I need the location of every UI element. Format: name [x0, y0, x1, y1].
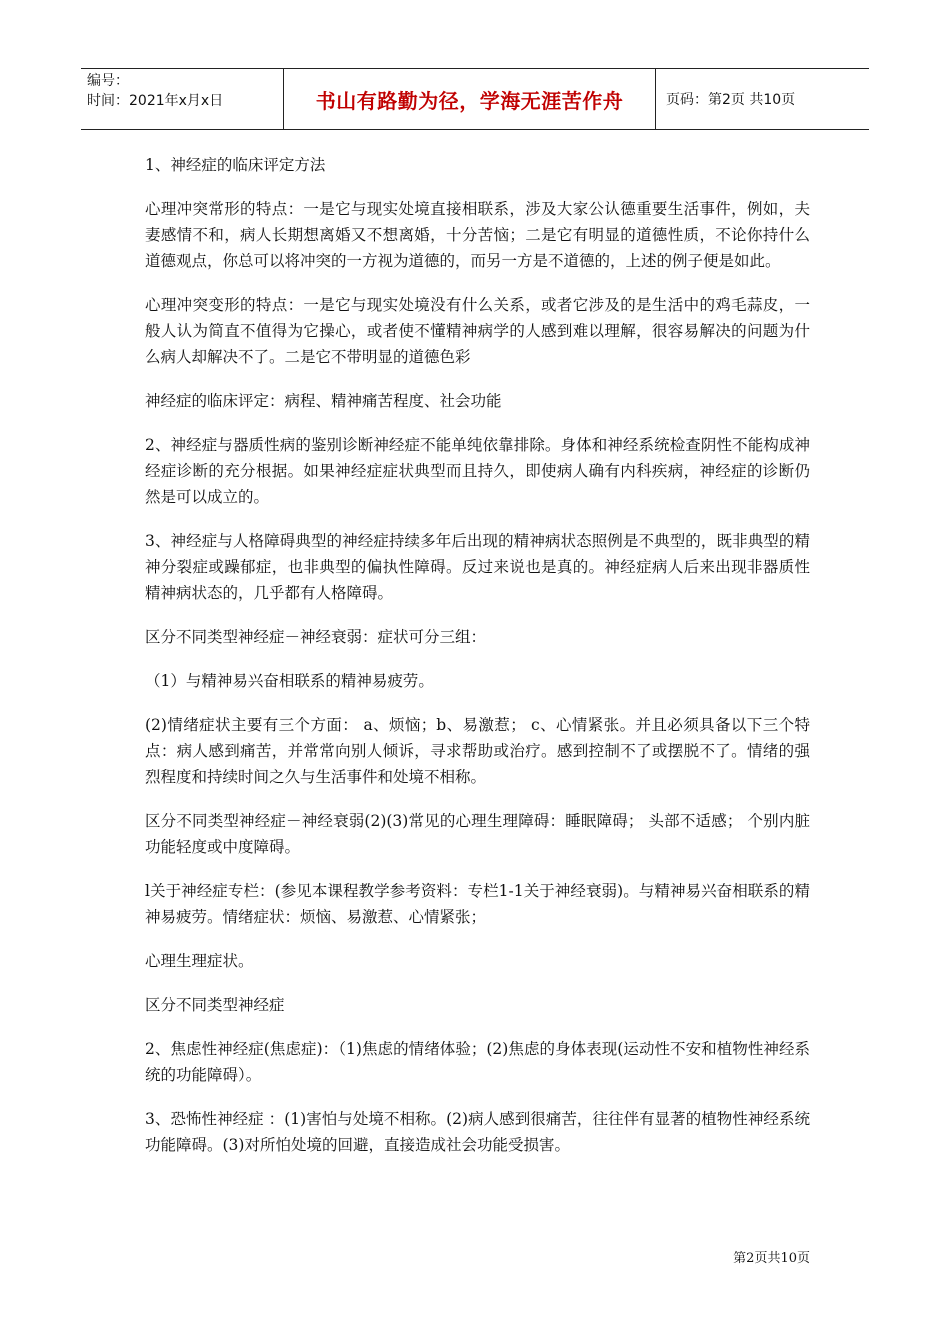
paragraph: l关于神经症专栏：(参见本课程教学参考资料：专栏1-1关于神经衰弱)。与精神易兴奋相联系的精神易疲劳。情绪症状：烦恼、易激惹、心情紧张；	[145, 882, 810, 926]
paragraph: 心理生理症状。	[145, 952, 254, 970]
number-label: 编号：	[87, 73, 129, 89]
page-header	[81, 68, 869, 130]
time-line: 时间：2021年x月x日	[87, 93, 224, 109]
paragraph: 3、恐怖性神经症 ：(1)害怕与处境不相称。(2)病人感到很痛苦，往往伴有显著的植物性神经系统功能障碍。(3)对所怕处境的回避，直接造成社会功能受损害。	[145, 1110, 810, 1154]
paragraph: 2、神经症与器质性病的鉴别诊断神经症不能单纯依靠排除。身体和神经系统检查阴性不能构成神经症诊断的充分根据。如果神经症症状典型而且持久，即使病人确有内科疾病，神经症的诊断仍然是可以成立的。	[145, 436, 810, 506]
header-motto: 书山有路勤为径，学海无涯苦作舟	[284, 69, 656, 129]
paragraph: (2)情绪症状主要有三个方面： a、烦恼；b、易激惹； c、心情紧张。并且必须具备以下三个特点：病人感到痛苦，并常常向别人倾诉，寻求帮助或治疗。感到控制不了或摆脱不了。情绪的强烈程度和持续时间之久与生活事件和处境不相称。	[145, 716, 810, 786]
paragraph: 区分不同类型神经症－神经衰弱：症状可分三组：	[145, 628, 487, 646]
header-page-info: 页码：第2页 共10页	[666, 92, 796, 108]
document-body	[145, 152, 810, 1176]
paragraph: （1）与精神易兴奋相联系的精神易疲劳。	[145, 672, 434, 690]
paragraph: 1、神经症的临床评定方法	[145, 156, 326, 174]
page-footer: 第2页共10页	[733, 1251, 810, 1266]
header-meta	[81, 69, 284, 129]
paragraph: 神经症的临床评定：病程、精神痛苦程度、社会功能	[145, 392, 502, 410]
paragraph: 2、焦虑性神经症(焦虑症)：（1)焦虑的情绪体验；(2)焦虑的身体表现(运动性不安和植物性神经系统的功能障碍）。	[145, 1040, 810, 1084]
paragraph: 3、神经症与人格障碍典型的神经症持续多年后出现的精神病状态照例是不典型的，既非典型的精神分裂症或躁郁症，也非典型的偏执性障碍。反过来说也是真的。神经症病人后来出现非器质性精神病状态的，几乎都有人格障碍。	[145, 532, 810, 602]
paragraph: 区分不同类型神经症－神经衰弱(2)(3)常见的心理生理障碍：睡眠障碍； 头部不适感； 个别内脏功能轻度或中度障碍。	[145, 812, 810, 856]
paragraph: 心理冲突常形的特点：一是它与现实处境直接相联系，涉及大家公认德重要生活事件，例如，夫妻感情不和，病人长期想离婚又不想离婚，十分苦恼；二是它有明显的道德性质，不论你持什么道德观点，你总可以将冲突的一方视为道德的，而另一方是不道德的，上述的例子便是如此。	[145, 200, 810, 270]
paragraph: 区分不同类型神经症	[145, 996, 285, 1014]
paragraph: 心理冲突变形的特点：一是它与现实处境没有什么关系，或者它涉及的是生活中的鸡毛蒜皮，一般人认为简直不值得为它操心，或者使不懂精神病学的人感到难以理解，很容易解决的问题为什么病人却解决不了。二是它不带明显的道德色彩	[145, 296, 810, 366]
